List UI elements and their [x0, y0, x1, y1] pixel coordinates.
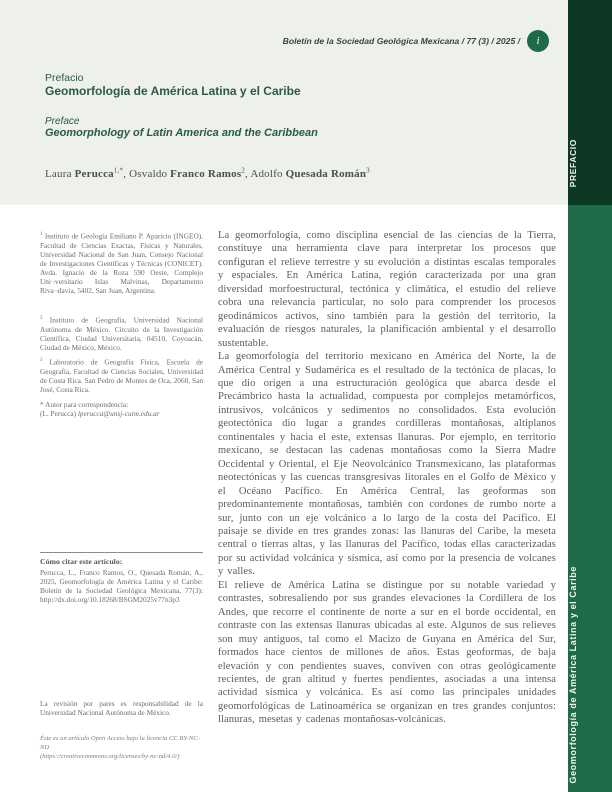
affiliation-text: Instituto de Geografía, Universidad Nacional Autónoma de México. Circuito de la Investigación Científica, Ciudad Universitaria, 04510, Coyoacán, Ciudad de México, México. — [40, 315, 203, 352]
title-block — [45, 72, 318, 139]
authors-line — [45, 166, 370, 180]
sidebar-section-green — [568, 205, 612, 792]
correspondence-name: (L. Perucca) — [40, 409, 78, 419]
author: Adolfo Quesada Román$^3$ — [250, 166, 370, 180]
affiliation-3 — [40, 356, 203, 394]
affiliation-marker: 2 — [40, 316, 43, 321]
cite-divider — [40, 552, 203, 553]
author-affiliation-marker: 1,* — [113, 166, 124, 174]
how-to-cite-heading: Cómo citar este artículo: — [40, 557, 123, 566]
affiliation-marker: 3 — [40, 358, 43, 363]
journal-header — [283, 30, 549, 52]
affiliation-1 — [40, 230, 203, 295]
paragraph-1: La geomorfología, como disciplina esencial de las ciencias de la Tierra, constituye una herramienta clave para interpretar los procesos que configuran el relieve terrestre y su evolución a distintas escalas temporales y espaciales. En América Latina, región caracterizada por una gran diversidad morfoestructural, tectónica y climática, el estudio del relieve cobra una relevancia particular, no solo para comprender los procesos geodinámicos activos, sino también para la gestión del territorio, la evaluación de riesgos naturales, la planificación ambiental y el desarrollo sustentable. — [218, 230, 556, 349]
journal-line: Boletín de la Sociedad Geológica Mexicana / 77 (3) / 2025 / — [282, 36, 520, 46]
peer-review-note: La revisión por pares es responsabilidad de la Universidad Nacional Autónoma de México. — [40, 699, 203, 718]
affiliation-text: Laboratorio de Geografía Física, Escuela de Geografía, Facultad de Ciencias Sociales, Universidad de Costa Rica. San Pedro de Montes de Oca, 2060, San José, Costa Rica. — [40, 357, 204, 394]
correspondence-email-link[interactable]: lperucca@unsj-cuim.edu.ar — [77, 409, 160, 419]
affiliation-2 — [40, 314, 203, 352]
affiliation-text: Instituto de Geología Emiliano P. Aparicio (INGEO). Facultad de Ciencias Exactas, Físicas y Naturales, Universidad Nacional de San Juan, Consejo Nacional de Investigaciones Científicas y Técnicas (CONICET). Avda. Ignacio de la Roza 590 Oeste, Complejo Uni¬versitario Islas Malvinas, Departamento Riva¬davia, 5402, San Juan, Argentina. — [40, 231, 204, 295]
main-text-column — [218, 229, 556, 727]
author: Laura Perucca$^{1,*}$, — [45, 166, 130, 180]
author-affiliation-marker: 2 — [241, 166, 246, 174]
license-note — [40, 734, 203, 761]
correspondence-note — [40, 400, 203, 418]
article-title-es: Geomorfología de América Latina y el Caribe — [45, 84, 301, 98]
author-affiliation-marker: 3 — [366, 166, 370, 174]
citation-doi-link[interactable]: http://dx.doi.org/10.18268/BSGM2025v77n3p3 — [40, 595, 180, 605]
correspondence-marker: * — [40, 400, 44, 409]
license-text: Éste es un artículo Open Access bajo la licencia CC BY-NC-ND — [40, 735, 200, 751]
author: Osvaldo Franco Ramos$^2$, — [129, 166, 251, 180]
section-label-es: Prefacio — [45, 72, 84, 84]
correspondence-label: Autor para correspondencia: — [45, 400, 129, 409]
how-to-cite-block — [40, 552, 203, 604]
sidebar-section-dark — [568, 0, 612, 205]
sidebar-series-label: Geomorfología de América Latina y el Caribe — [568, 566, 578, 784]
article-title-en: Geomorphology of Latin America and the Caribbean — [45, 127, 318, 139]
paragraph-2: La geomorfología del territorio mexicano en América del Norte, la de América Central y Sudamérica es el resultado de la tectónica de placas, lo que dio origen a una estructuración geológica que abarca desde el Precámbrico hasta la actualidad, compuesta por complejos metamórficos, intrusivos, volcánicos y sedimentos no consolidados. Esta evolución geotectónica dio lugar a grandes cordilleras montañosas, altiplanos continentales y hacia el este, extensas llanuras. Por ejemplo, en territorio mexicano, se destacan las cadenas montañosas como la Sierra Madre Occidental y Oriental, el Eje Neovolcánico Transmexicano, las plataformas neotectónicas y las cuencas transgresivas litorales en el Golfo de México y el Océano Pacífico. En América Central, las geoformas son predominantemente montañosas, también con cordones de rumbo norte a sur, junto con un eje volcánico a lo largo de la costa del Pacífico. El paisaje se divide en tres grandes zonas: las llanuras del Caribe, la meseta central o tierras altas, y las llanuras del Pacífico, todas ellas caracterizadas por su actividad volcánica y sísmica, así como por la presencia de volcanes y valles. — [218, 351, 556, 578]
citation-text: Perucca, L., Franco Ramos, O., Quesada Román, A., 2025, Geomorfología de América Latina y el Caribe: Boletín de la Sociedad Geológica Mexicana, 77(3): — [40, 568, 203, 596]
info-icon[interactable]: i — [527, 30, 549, 52]
sidebar-section-label: PREFACIO — [568, 138, 578, 187]
license-url-link[interactable]: (https://creativecommons.org/licenses/by-nc-nd/4.0/) — [40, 753, 180, 760]
paragraph-3: El relieve de América Latina se distingue por su notable variedad y contrastes, sobresaliendo por sus grandes elevaciones la Cordillera de los Andes, que recorre el continente de norte a sur en el borde occidental, en contraste con las extensas llanuras ubicadas al este. Algunos de sus relieves son muy antiguos, tal como el Macizo de Guyana en América del Sur, formados hace cientos de millones de años. Estas geoformas, de baja elevación y con pendientes suaves, conviven con otras geológicamente recientes, de gran altitud y fuertes pendientes, asociadas a una intensa actividad sísmica y volcánica. Es así como las principales unidades geomorfológicas de Latinoamérica se organizan en tres grandes conjuntos: llanuras, mesetas y cadenas montañosas-volcánicas. — [218, 579, 556, 726]
section-label-en: Preface — [45, 116, 80, 127]
affiliation-marker: 1 — [40, 232, 43, 237]
